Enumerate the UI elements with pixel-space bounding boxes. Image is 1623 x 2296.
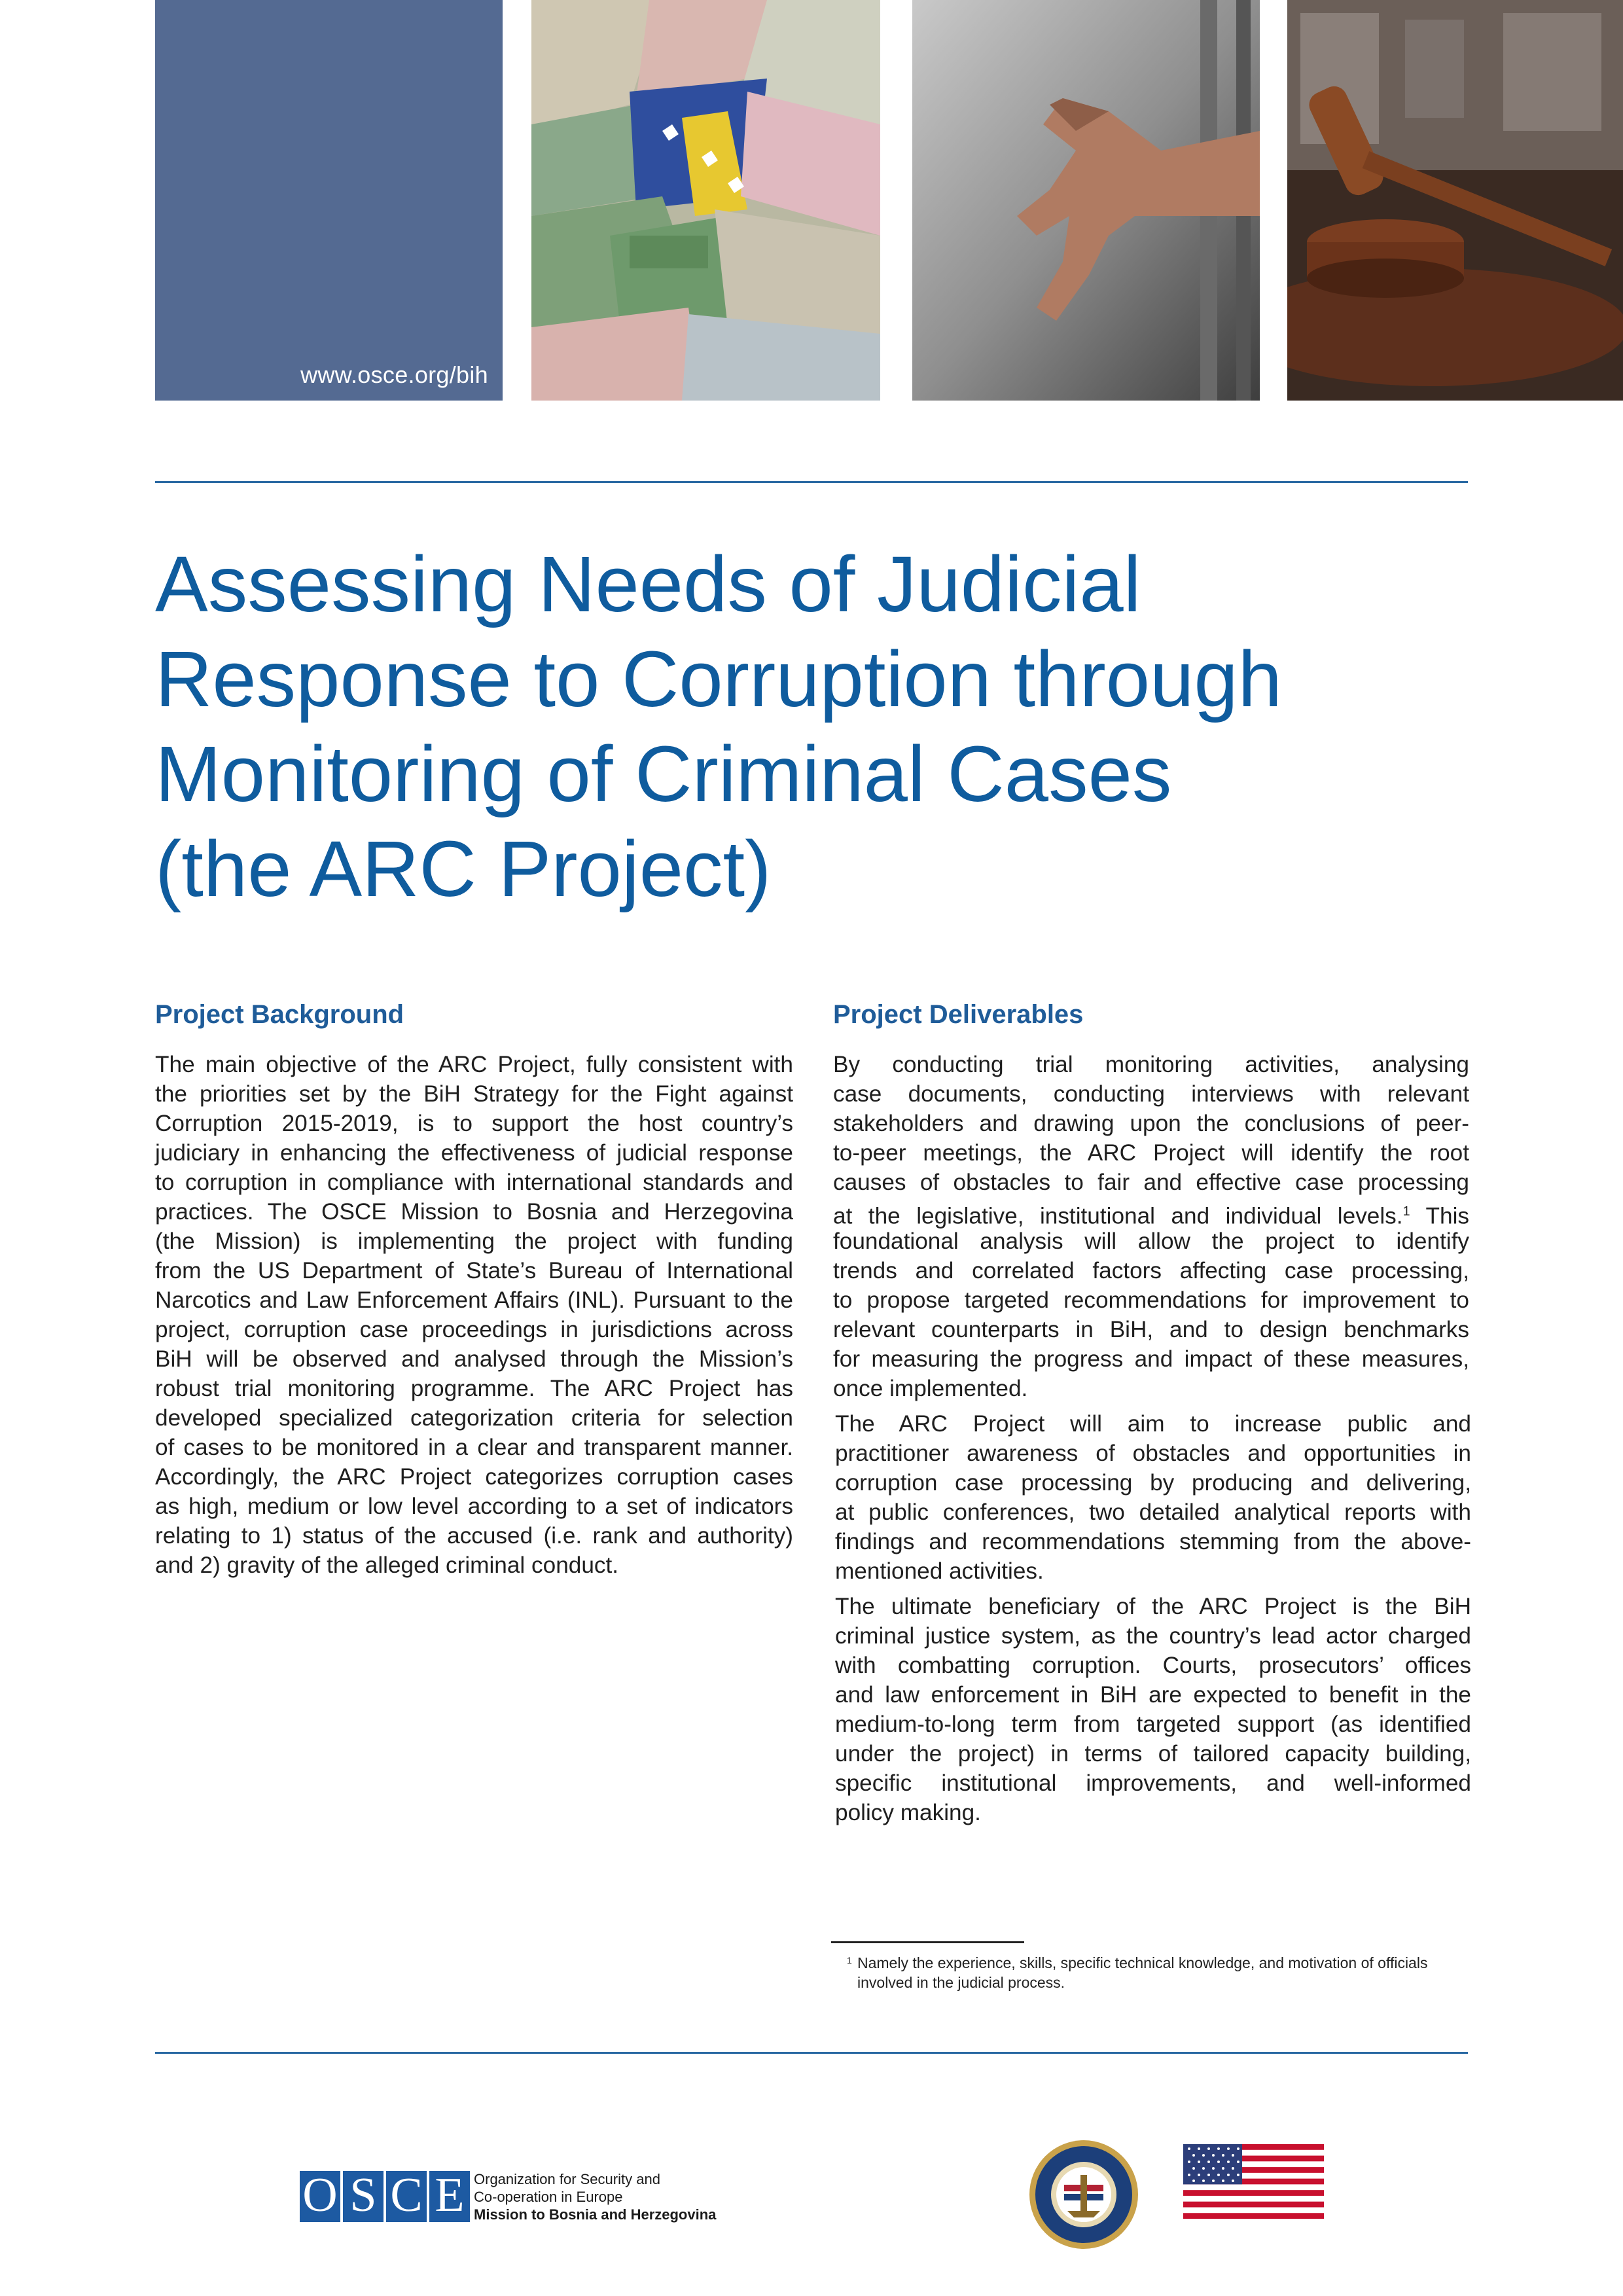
text-line: judiciary in enhancing the effectiveness of judicial response xyxy=(155,1140,793,1166)
osce-letter: E xyxy=(429,2171,470,2222)
text-line: case documents, conducting interviews with relevant xyxy=(833,1081,1469,1107)
org-line-1: Organization for Security and xyxy=(474,2171,660,2187)
text-line: at public conferences, two detailed analytical reports with xyxy=(835,1499,1471,1525)
text-line: robust trial monitoring programme. The ARC Project has xyxy=(155,1376,793,1401)
osce-org-name xyxy=(474,2170,716,2223)
text-line: project, corruption case proceedings in jurisdictions across xyxy=(155,1317,793,1342)
deliverables-paragraph-3 xyxy=(835,1592,1471,1827)
footnote-line-1: Namely the experience, skills, specific technical knowledge, and motivation of officials xyxy=(857,1954,1428,1971)
text-line: causes of obstacles to fair and effective case processing xyxy=(833,1170,1469,1195)
top-divider xyxy=(155,481,1468,483)
text-line: of cases to be monitored in a clear and transparent manner. xyxy=(155,1435,793,1460)
us-flag-icon xyxy=(1183,2144,1324,2219)
osce-letter: C xyxy=(386,2171,427,2222)
text-line: corruption case processing by producing and delivering, xyxy=(835,1470,1471,1496)
text-line: and 2) gravity of the alleged criminal conduct. xyxy=(155,1552,619,1578)
text-line: relating to 1) status of the accused (i.e. rank and authority) xyxy=(155,1523,793,1549)
text-line: developed specialized categorization criteria for selection xyxy=(155,1405,793,1431)
text-line: The ARC Project will aim to increase public and xyxy=(835,1411,1471,1437)
text-line: policy making. xyxy=(835,1800,981,1825)
text-line: Accordingly, the ARC Project categorizes corruption cases xyxy=(155,1464,793,1490)
title-line-2: Response to Corruption through xyxy=(155,634,1282,723)
text-line: from the US Department of State’s Bureau of International xyxy=(155,1258,793,1283)
text-line: under the project) in terms of tailored capacity building, xyxy=(835,1741,1471,1767)
text-line: specific institutional improvements, and well-informed xyxy=(835,1770,1471,1796)
footnote-mark: 1 xyxy=(847,1955,852,1965)
inl-seal-icon xyxy=(1028,2139,1139,2250)
text-line-with-footnote xyxy=(833,1197,1469,1227)
text-line: The ultimate beneficiary of the ARC Project is the BiH xyxy=(835,1594,1471,1619)
project-background-heading: Project Background xyxy=(155,1000,404,1029)
title-line-1: Assessing Needs of Judicial xyxy=(155,539,1141,628)
text-line: to propose targeted recommendations for improvement to xyxy=(833,1287,1469,1313)
text-line: with combatting corruption. Courts, prosecutors’ offices xyxy=(835,1653,1471,1678)
org-line-2: Co-operation in Europe xyxy=(474,2189,623,2205)
project-background-text xyxy=(155,1050,793,1580)
deliverables-paragraph-1 xyxy=(833,1050,1469,1403)
text-line: findings and recommendations stemming from the above- xyxy=(835,1529,1471,1554)
footnote-reference[interactable]: 1 xyxy=(1402,1204,1410,1219)
footnote xyxy=(847,1953,1479,1992)
text-line: the priorities set by the BiH Strategy for the Fight against xyxy=(155,1081,793,1107)
text-line: The main objective of the ARC Project, fully consistent with xyxy=(155,1052,793,1077)
text-segment: at the legislative, institutional and individual levels. xyxy=(833,1203,1403,1229)
banknotes-photo xyxy=(531,0,880,401)
title-line-4: (the ARC Project) xyxy=(155,824,772,913)
hand-behind-bars-photo xyxy=(912,0,1260,401)
deliverables-paragraph-2 xyxy=(835,1409,1471,1586)
judge-gavel-photo xyxy=(1287,0,1623,401)
header-url-tile xyxy=(155,0,503,401)
text-line: trends and correlated factors affecting case processing, xyxy=(833,1258,1469,1283)
text-segment: This xyxy=(1410,1203,1469,1229)
text-line: relevant counterparts in BiH, and to design benchmarks xyxy=(833,1317,1469,1342)
text-line: mentioned activities. xyxy=(835,1558,1044,1584)
text-line: foundational analysis will allow the project to identify xyxy=(833,1229,1469,1254)
text-line: Narcotics and Law Enforcement Affairs (INL). Pursuant to the xyxy=(155,1287,793,1313)
project-deliverables-heading: Project Deliverables xyxy=(833,1000,1084,1029)
text-line: practitioner awareness of obstacles and opportunities in xyxy=(835,1441,1471,1466)
footnote-line-2: involved in the judicial process. xyxy=(857,1974,1065,1991)
document-title xyxy=(155,537,1464,916)
website-url[interactable]: www.osce.org/bih xyxy=(300,361,488,388)
org-line-3: Mission to Bosnia and Herzegovina xyxy=(474,2206,717,2223)
text-line: (the Mission) is implementing the project with funding xyxy=(155,1229,793,1254)
text-line: By conducting trial monitoring activities, analysing xyxy=(833,1052,1469,1077)
text-line: practices. The OSCE Mission to Bosnia and Herzegovina xyxy=(155,1199,793,1225)
text-line: for measuring the progress and impact of these measures, xyxy=(833,1346,1469,1372)
text-line: stakeholders and drawing upon the conclusions of peer- xyxy=(833,1111,1469,1136)
text-line: Corruption 2015-2019, is to support the host country’s xyxy=(155,1111,793,1136)
footnote-divider xyxy=(831,1941,1024,1943)
osce-letter: S xyxy=(343,2171,383,2222)
text-line: to-peer meetings, the ARC Project will identify the root xyxy=(833,1140,1469,1166)
title-line-3: Monitoring of Criminal Cases xyxy=(155,729,1172,818)
text-line: and law enforcement in BiH are expected to benefit in the xyxy=(835,1682,1471,1708)
text-line: criminal justice system, as the country’s lead actor charged xyxy=(835,1623,1471,1649)
text-line: to corruption in compliance with international standards and xyxy=(155,1170,793,1195)
text-line: medium-to-long term from targeted support (as identified xyxy=(835,1712,1471,1737)
text-line: BiH will be observed and analysed through the Mission’s xyxy=(155,1346,793,1372)
osce-letter: O xyxy=(300,2171,340,2222)
bottom-divider xyxy=(155,2052,1468,2054)
text-line: once implemented. xyxy=(833,1376,1028,1401)
text-line: as high, medium or low level according to a set of indicators xyxy=(155,1494,793,1519)
